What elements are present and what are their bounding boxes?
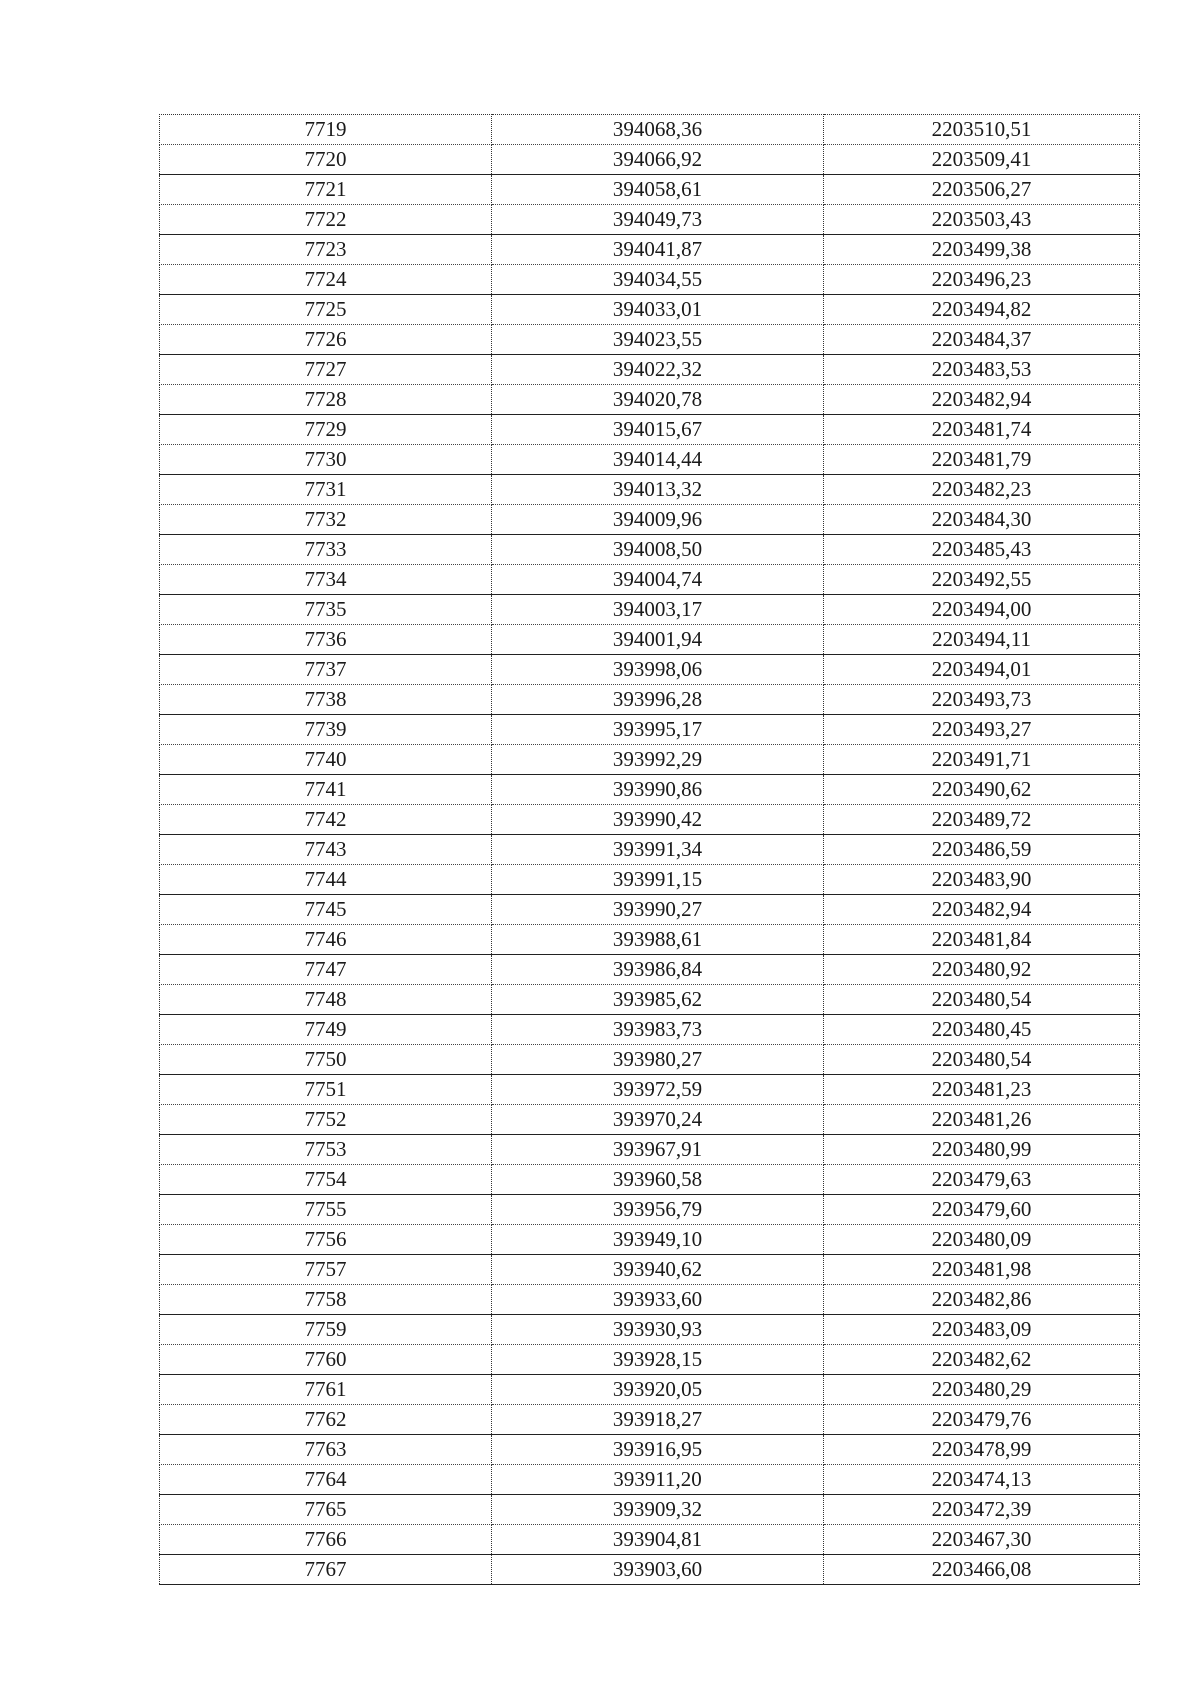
y-coordinate-cell: 2203479,60 <box>824 1195 1140 1225</box>
point-number-cell: 7758 <box>160 1285 492 1315</box>
x-coordinate-cell: 393918,27 <box>492 1405 824 1435</box>
y-coordinate-cell: 2203506,27 <box>824 175 1140 205</box>
table-row <box>160 1315 1140 1345</box>
table-row <box>160 535 1140 565</box>
y-coordinate-cell: 2203481,23 <box>824 1075 1140 1105</box>
table-row <box>160 805 1140 835</box>
x-coordinate-cell: 393967,91 <box>492 1135 824 1165</box>
x-coordinate-cell: 393991,34 <box>492 835 824 865</box>
x-coordinate-cell: 393949,10 <box>492 1225 824 1255</box>
x-coordinate-cell: 393972,59 <box>492 1075 824 1105</box>
table-row <box>160 1225 1140 1255</box>
x-coordinate-cell: 394049,73 <box>492 205 824 235</box>
y-coordinate-cell: 2203472,39 <box>824 1495 1140 1525</box>
table-row <box>160 1255 1140 1285</box>
y-coordinate-cell: 2203483,53 <box>824 355 1140 385</box>
x-coordinate-cell: 393956,79 <box>492 1195 824 1225</box>
table-row <box>160 655 1140 685</box>
y-coordinate-cell: 2203494,11 <box>824 625 1140 655</box>
point-number-cell: 7760 <box>160 1345 492 1375</box>
table-row <box>160 145 1140 175</box>
x-coordinate-cell: 394066,92 <box>492 145 824 175</box>
point-number-cell: 7746 <box>160 925 492 955</box>
y-coordinate-cell: 2203510,51 <box>824 115 1140 145</box>
table-row <box>160 985 1140 1015</box>
table-row <box>160 865 1140 895</box>
x-coordinate-cell: 393988,61 <box>492 925 824 955</box>
table-row <box>160 1045 1140 1075</box>
y-coordinate-cell: 2203499,38 <box>824 235 1140 265</box>
y-coordinate-cell: 2203496,23 <box>824 265 1140 295</box>
coordinates-table <box>159 114 1140 1585</box>
point-number-cell: 7750 <box>160 1045 492 1075</box>
table-row <box>160 1555 1140 1585</box>
point-number-cell: 7756 <box>160 1225 492 1255</box>
x-coordinate-cell: 394033,01 <box>492 295 824 325</box>
table-row <box>160 265 1140 295</box>
table-row <box>160 1405 1140 1435</box>
point-number-cell: 7762 <box>160 1405 492 1435</box>
table-row <box>160 295 1140 325</box>
x-coordinate-cell: 393960,58 <box>492 1165 824 1195</box>
y-coordinate-cell: 2203479,63 <box>824 1165 1140 1195</box>
table-row <box>160 1285 1140 1315</box>
point-number-cell: 7742 <box>160 805 492 835</box>
y-coordinate-cell: 2203483,09 <box>824 1315 1140 1345</box>
table-row <box>160 715 1140 745</box>
y-coordinate-cell: 2203480,92 <box>824 955 1140 985</box>
point-number-cell: 7747 <box>160 955 492 985</box>
point-number-cell: 7730 <box>160 445 492 475</box>
y-coordinate-cell: 2203481,98 <box>824 1255 1140 1285</box>
y-coordinate-cell: 2203494,01 <box>824 655 1140 685</box>
x-coordinate-cell: 393911,20 <box>492 1465 824 1495</box>
point-number-cell: 7719 <box>160 115 492 145</box>
x-coordinate-cell: 394020,78 <box>492 385 824 415</box>
table-row <box>160 1465 1140 1495</box>
y-coordinate-cell: 2203493,27 <box>824 715 1140 745</box>
point-number-cell: 7734 <box>160 565 492 595</box>
point-number-cell: 7739 <box>160 715 492 745</box>
point-number-cell: 7751 <box>160 1075 492 1105</box>
y-coordinate-cell: 2203493,73 <box>824 685 1140 715</box>
point-number-cell: 7755 <box>160 1195 492 1225</box>
x-coordinate-cell: 393986,84 <box>492 955 824 985</box>
point-number-cell: 7722 <box>160 205 492 235</box>
x-coordinate-cell: 394014,44 <box>492 445 824 475</box>
x-coordinate-cell: 394004,74 <box>492 565 824 595</box>
point-number-cell: 7761 <box>160 1375 492 1405</box>
y-coordinate-cell: 2203494,00 <box>824 595 1140 625</box>
y-coordinate-cell: 2203482,23 <box>824 475 1140 505</box>
point-number-cell: 7725 <box>160 295 492 325</box>
x-coordinate-cell: 394009,96 <box>492 505 824 535</box>
point-number-cell: 7748 <box>160 985 492 1015</box>
x-coordinate-cell: 393998,06 <box>492 655 824 685</box>
y-coordinate-cell: 2203467,30 <box>824 1525 1140 1555</box>
point-number-cell: 7767 <box>160 1555 492 1585</box>
y-coordinate-cell: 2203483,90 <box>824 865 1140 895</box>
table-row <box>160 1165 1140 1195</box>
point-number-cell: 7764 <box>160 1465 492 1495</box>
x-coordinate-cell: 394008,50 <box>492 535 824 565</box>
point-number-cell: 7724 <box>160 265 492 295</box>
table-row <box>160 565 1140 595</box>
table-row <box>160 1525 1140 1555</box>
y-coordinate-cell: 2203478,99 <box>824 1435 1140 1465</box>
x-coordinate-cell: 393970,24 <box>492 1105 824 1135</box>
x-coordinate-cell: 394068,36 <box>492 115 824 145</box>
point-number-cell: 7743 <box>160 835 492 865</box>
table-row <box>160 505 1140 535</box>
point-number-cell: 7735 <box>160 595 492 625</box>
point-number-cell: 7752 <box>160 1105 492 1135</box>
table-row <box>160 1135 1140 1165</box>
x-coordinate-cell: 394001,94 <box>492 625 824 655</box>
y-coordinate-cell: 2203491,71 <box>824 745 1140 775</box>
table-row <box>160 1345 1140 1375</box>
x-coordinate-cell: 393903,60 <box>492 1555 824 1585</box>
point-number-cell: 7749 <box>160 1015 492 1045</box>
x-coordinate-cell: 393909,32 <box>492 1495 824 1525</box>
table-row <box>160 415 1140 445</box>
point-number-cell: 7763 <box>160 1435 492 1465</box>
table-row <box>160 775 1140 805</box>
y-coordinate-cell: 2203503,43 <box>824 205 1140 235</box>
point-number-cell: 7738 <box>160 685 492 715</box>
table-row <box>160 1495 1140 1525</box>
y-coordinate-cell: 2203480,54 <box>824 985 1140 1015</box>
y-coordinate-cell: 2203484,30 <box>824 505 1140 535</box>
x-coordinate-cell: 394013,32 <box>492 475 824 505</box>
point-number-cell: 7733 <box>160 535 492 565</box>
point-number-cell: 7723 <box>160 235 492 265</box>
table-row <box>160 325 1140 355</box>
x-coordinate-cell: 393916,95 <box>492 1435 824 1465</box>
x-coordinate-cell: 393928,15 <box>492 1345 824 1375</box>
y-coordinate-cell: 2203490,62 <box>824 775 1140 805</box>
point-number-cell: 7741 <box>160 775 492 805</box>
table-row <box>160 835 1140 865</box>
point-number-cell: 7754 <box>160 1165 492 1195</box>
point-number-cell: 7740 <box>160 745 492 775</box>
point-number-cell: 7731 <box>160 475 492 505</box>
table-row <box>160 1195 1140 1225</box>
x-coordinate-cell: 393990,27 <box>492 895 824 925</box>
table-row <box>160 595 1140 625</box>
y-coordinate-cell: 2203482,94 <box>824 895 1140 925</box>
y-coordinate-cell: 2203466,08 <box>824 1555 1140 1585</box>
x-coordinate-cell: 394015,67 <box>492 415 824 445</box>
x-coordinate-cell: 394058,61 <box>492 175 824 205</box>
y-coordinate-cell: 2203480,09 <box>824 1225 1140 1255</box>
x-coordinate-cell: 393990,42 <box>492 805 824 835</box>
table-row <box>160 1105 1140 1135</box>
point-number-cell: 7757 <box>160 1255 492 1285</box>
y-coordinate-cell: 2203484,37 <box>824 325 1140 355</box>
y-coordinate-cell: 2203481,26 <box>824 1105 1140 1135</box>
coordinates-table-body <box>160 115 1140 1585</box>
point-number-cell: 7720 <box>160 145 492 175</box>
point-number-cell: 7721 <box>160 175 492 205</box>
y-coordinate-cell: 2203480,99 <box>824 1135 1140 1165</box>
x-coordinate-cell: 394022,32 <box>492 355 824 385</box>
x-coordinate-cell: 393992,29 <box>492 745 824 775</box>
y-coordinate-cell: 2203486,59 <box>824 835 1140 865</box>
x-coordinate-cell: 393933,60 <box>492 1285 824 1315</box>
point-number-cell: 7727 <box>160 355 492 385</box>
table-row <box>160 745 1140 775</box>
x-coordinate-cell: 393904,81 <box>492 1525 824 1555</box>
table-row <box>160 625 1140 655</box>
x-coordinate-cell: 393940,62 <box>492 1255 824 1285</box>
table-row <box>160 385 1140 415</box>
y-coordinate-cell: 2203480,54 <box>824 1045 1140 1075</box>
y-coordinate-cell: 2203481,84 <box>824 925 1140 955</box>
x-coordinate-cell: 394041,87 <box>492 235 824 265</box>
x-coordinate-cell: 394023,55 <box>492 325 824 355</box>
table-row <box>160 175 1140 205</box>
y-coordinate-cell: 2203482,86 <box>824 1285 1140 1315</box>
table-row <box>160 955 1140 985</box>
table-row <box>160 205 1140 235</box>
table-row <box>160 1075 1140 1105</box>
table-row <box>160 1375 1140 1405</box>
point-number-cell: 7759 <box>160 1315 492 1345</box>
y-coordinate-cell: 2203474,13 <box>824 1465 1140 1495</box>
point-number-cell: 7765 <box>160 1495 492 1525</box>
point-number-cell: 7753 <box>160 1135 492 1165</box>
table-row <box>160 685 1140 715</box>
y-coordinate-cell: 2203494,82 <box>824 295 1140 325</box>
y-coordinate-cell: 2203492,55 <box>824 565 1140 595</box>
y-coordinate-cell: 2203509,41 <box>824 145 1140 175</box>
x-coordinate-cell: 393983,73 <box>492 1015 824 1045</box>
x-coordinate-cell: 394034,55 <box>492 265 824 295</box>
table-row <box>160 235 1140 265</box>
y-coordinate-cell: 2203482,94 <box>824 385 1140 415</box>
x-coordinate-cell: 393991,15 <box>492 865 824 895</box>
y-coordinate-cell: 2203480,45 <box>824 1015 1140 1045</box>
table-row <box>160 925 1140 955</box>
x-coordinate-cell: 393995,17 <box>492 715 824 745</box>
y-coordinate-cell: 2203485,43 <box>824 535 1140 565</box>
point-number-cell: 7766 <box>160 1525 492 1555</box>
table-row <box>160 355 1140 385</box>
point-number-cell: 7745 <box>160 895 492 925</box>
x-coordinate-cell: 393930,93 <box>492 1315 824 1345</box>
point-number-cell: 7744 <box>160 865 492 895</box>
y-coordinate-cell: 2203481,79 <box>824 445 1140 475</box>
table-row <box>160 1435 1140 1465</box>
x-coordinate-cell: 393990,86 <box>492 775 824 805</box>
table-row <box>160 475 1140 505</box>
point-number-cell: 7732 <box>160 505 492 535</box>
point-number-cell: 7729 <box>160 415 492 445</box>
x-coordinate-cell: 393920,05 <box>492 1375 824 1405</box>
x-coordinate-cell: 393985,62 <box>492 985 824 1015</box>
x-coordinate-cell: 393996,28 <box>492 685 824 715</box>
y-coordinate-cell: 2203489,72 <box>824 805 1140 835</box>
point-number-cell: 7728 <box>160 385 492 415</box>
point-number-cell: 7726 <box>160 325 492 355</box>
x-coordinate-cell: 393980,27 <box>492 1045 824 1075</box>
point-number-cell: 7736 <box>160 625 492 655</box>
y-coordinate-cell: 2203482,62 <box>824 1345 1140 1375</box>
point-number-cell: 7737 <box>160 655 492 685</box>
table-row <box>160 895 1140 925</box>
y-coordinate-cell: 2203481,74 <box>824 415 1140 445</box>
table-row <box>160 445 1140 475</box>
y-coordinate-cell: 2203480,29 <box>824 1375 1140 1405</box>
x-coordinate-cell: 394003,17 <box>492 595 824 625</box>
table-row <box>160 115 1140 145</box>
y-coordinate-cell: 2203479,76 <box>824 1405 1140 1435</box>
table-row <box>160 1015 1140 1045</box>
